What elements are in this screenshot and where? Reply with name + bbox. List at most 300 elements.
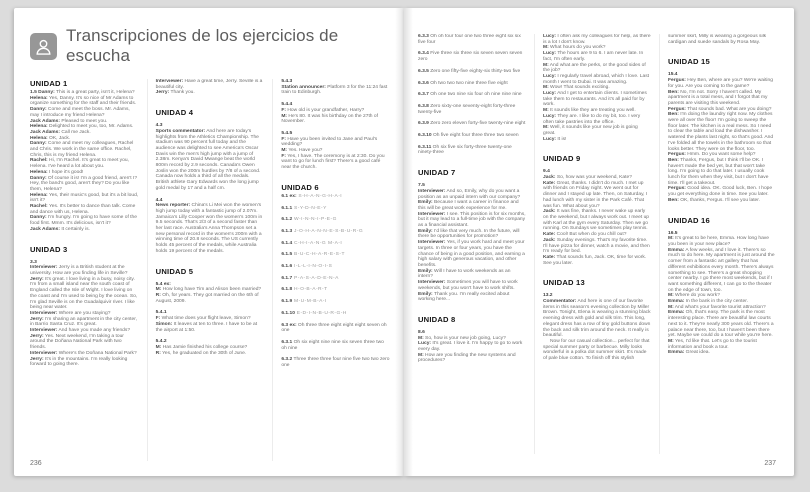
- line-text: It is!: [556, 136, 567, 142]
- right-page-columns: [418, 34, 776, 454]
- speaker-label: Fergus:: [668, 78, 686, 84]
- line-text: And what's your favorite tourist attraction?: [673, 304, 766, 310]
- line-text: That sounds fun, Jack. OK, time for work. See you later.: [543, 254, 647, 266]
- dialogue-line: [418, 104, 526, 115]
- dialogue-line: [30, 334, 139, 351]
- line-text: Come and meet the boss. Mr. Adams, may I introduce my friend Helena?: [30, 107, 130, 118]
- text-column-5: [534, 34, 651, 454]
- line-text: Thank you.: [169, 90, 195, 96]
- speaker-label: Interviewer:: [418, 280, 446, 286]
- line-text: OK, Jack.: [47, 135, 71, 141]
- left-page-columns: [30, 79, 390, 461]
- dialogue-line: [30, 277, 139, 311]
- dialogue-line: [543, 34, 651, 45]
- dialogue-line: [668, 198, 776, 204]
- speaker-label: Fergus:: [668, 186, 686, 192]
- dialogue-line: [156, 90, 265, 96]
- dialogue-line: [281, 241, 390, 247]
- track-number: 8.6: [418, 329, 425, 335]
- speaker-label: Danny:: [30, 215, 47, 221]
- dialogue-line: [156, 129, 265, 192]
- line-text: How old is your grandfather, Harry?: [285, 107, 365, 113]
- line-text: It's great to be here, Emma. How long have you been in your new place?: [668, 236, 769, 247]
- dialogue-line: [418, 200, 526, 211]
- line-text: P-A-S-A-D-E-N-A: [292, 275, 339, 281]
- line-text: Oh five eight four three three two seven: [431, 133, 519, 139]
- speaker-label: Kate:: [543, 180, 556, 186]
- dialogue-line: [543, 125, 651, 136]
- dialogue-line: [543, 114, 651, 125]
- line-text: China's Li Mei won the women's high jump today with a fantastic jump of 2.07m. Jamaica's Lilly Cooper won the women's 100m in 9.5 seconds. That's 2/3 of a second faster than her last race. Australia's Anna Thompson set a new personal record in the women's 200m with a winning time of 20.8 seconds. The US currently holds 45 percent of the medals, while Australia holds 19 percent of the medals.: [155, 203, 263, 254]
- line-text: It's great. I love living in a busy, noisy city. I'm from a small island near the south coast of England called the Isle of Wight. I love living on the coast and I'm used to being by the ocean. So, I'm glad Seville is on the Guadalquivir river. I like being near water.: [30, 276, 138, 311]
- dialogue-line: [281, 299, 390, 305]
- dialogue-line: [156, 351, 265, 357]
- text-column-2: [147, 79, 265, 461]
- speaker-label: 6.1 ex:: [281, 193, 297, 199]
- line-text: That sounds bad. What are you doing?: [685, 106, 772, 112]
- line-text: Oh one two nine six four oh nine nine nine: [428, 92, 522, 98]
- speaker-label: 6.3 ex:: [281, 322, 297, 328]
- speaker-label: R:: [155, 292, 161, 298]
- line-text: It sounds like they are treating you well.: [548, 108, 636, 114]
- speaker-label: Fergus:: [668, 152, 686, 158]
- speaker-label: Interviewer:: [418, 240, 446, 246]
- page-header: [30, 26, 390, 66]
- line-text: What time does your flight leave, Simon?: [160, 316, 251, 322]
- line-text: And what are the perks, or the good sides of the job?: [543, 62, 646, 74]
- line-text: Good idea. OK. Good luck, Ben. I hope you get everything done in time. See you later.: [668, 186, 773, 198]
- dialogue-line: [156, 322, 265, 333]
- dialogue-line: [668, 186, 776, 197]
- unit-heading: UNIDAD 6: [281, 182, 319, 192]
- track-number: 5.4.4: [281, 102, 293, 108]
- line-text: In the bank in the city center.: [684, 299, 748, 305]
- dialogue-line: [543, 255, 651, 266]
- line-text: Hmm. Do you want some help?: [685, 152, 756, 158]
- unit-heading: UNIDAD 7: [418, 168, 456, 178]
- line-text: Because I want a career in finance and this will be great work experience for me.: [418, 200, 519, 211]
- dialogue-line: [30, 317, 139, 328]
- dialogue-line: [668, 112, 776, 152]
- speaker-label: Danny:: [30, 107, 47, 113]
- speaker-label: Rachel:: [30, 204, 48, 210]
- page-title: Transcripciones de los ejercicios de escucha: [66, 26, 339, 65]
- speaker-label: Helena:: [30, 169, 48, 175]
- speaker-label: 6.1.9: [281, 299, 293, 305]
- unit-heading: UNIDAD 16: [668, 215, 710, 225]
- speaker-label: Emily:: [418, 291, 433, 297]
- line-text: Where's the Doñana National Park?: [57, 350, 137, 356]
- track-number: 5.4.5: [281, 130, 293, 136]
- dialogue-line: [281, 217, 390, 223]
- speaker-label: Interviewer:: [30, 265, 58, 271]
- speaker-label: Danny:: [30, 175, 47, 181]
- dialogue-line: [30, 204, 139, 215]
- page-number-right: 237: [764, 460, 776, 467]
- line-text: J-O-H-A-N-N-E-S-B-U-R-G: [292, 228, 364, 234]
- line-text: Oh three three eight eight eight seven oh one: [281, 322, 387, 334]
- speaker-label: F:: [281, 153, 286, 159]
- track-number: 4.3: [155, 123, 163, 129]
- speaker-label: News reporter:: [155, 203, 191, 209]
- speaker-label: 6.1.1: [281, 205, 293, 211]
- dialogue-line: [418, 189, 526, 200]
- dialogue-line: [30, 107, 139, 118]
- line-text: Great idea.: [684, 350, 710, 356]
- speaker-label: M:: [418, 335, 424, 341]
- line-text: How are you finding the new systems and procedures?: [418, 352, 516, 364]
- line-text: OK, thanks, Fergus. I'll see you later.: [678, 197, 760, 203]
- unit-heading: UNIDAD 8: [418, 314, 456, 324]
- speaker-label: Emma:: [668, 310, 685, 316]
- speaker-label: Jack Adams:: [30, 226, 60, 232]
- dialogue-line: [156, 203, 265, 254]
- line-text: C-H-I-A-N-G M-A-I: [292, 240, 343, 246]
- line-text: I regularly travel abroad, which I love. Last month I went to Dubai. It was amazing.: [543, 73, 650, 85]
- page-right: [404, 8, 794, 476]
- line-text: Yes. Have you?: [287, 148, 323, 154]
- text-column-1: [30, 79, 139, 461]
- book-spread: [14, 8, 796, 476]
- speaker-label: M:: [543, 45, 549, 51]
- speaker-label: F:: [281, 107, 286, 113]
- dialogue-line: [281, 137, 390, 148]
- speaker-label: M:: [155, 287, 162, 293]
- line-text: S-Y-D-N-E-Y: [292, 205, 327, 211]
- line-text: Now for our casual collection... perfect for that special summer party or barbecue. Milly looks wonderful in a polka dot summer skirt. It's made of pale blue cotton. To finish off this stylish: [543, 338, 650, 362]
- line-text: The hours are 9 to 6. I am never late. In fact, I'm often early.: [543, 51, 644, 62]
- track-number: 5.4.1: [155, 310, 167, 316]
- speaker-label: Emily:: [418, 200, 433, 206]
- dialogue-line: [668, 310, 776, 339]
- speaker-label: Interviewer:: [30, 310, 58, 316]
- speaker-label: M:: [668, 304, 674, 310]
- dialogue-line: [156, 293, 265, 304]
- speaker-label: Helena:: [30, 135, 48, 141]
- speaker-label: Jack Adams:: [30, 129, 60, 135]
- track-number: 7.5: [418, 183, 425, 189]
- dialogue-line: [30, 215, 139, 226]
- line-text: I'd like that very much. In the future, will there be opportunities for promotion?: [418, 228, 520, 240]
- speaker-label: Jerry:: [155, 90, 170, 96]
- dialogue-line: [30, 265, 139, 276]
- speaker-label: M:: [418, 352, 424, 358]
- speaker-label: M:: [543, 125, 549, 131]
- speaker-label: Interviewer:: [418, 211, 446, 217]
- speaker-label: Jack:: [543, 209, 556, 215]
- track-number: 16.5: [668, 230, 678, 236]
- dialogue-line: [668, 339, 776, 350]
- unit-heading: UNIDAD 4: [155, 108, 194, 118]
- dialogue-line: [418, 81, 526, 87]
- dialogue-line: [281, 154, 390, 171]
- dialogue-line: [418, 269, 526, 280]
- track-number: 5.4.2: [155, 339, 167, 345]
- speaker-label: Danny:: [30, 141, 47, 147]
- line-text: And here are today's highlights from the Athletics Championship. The stadium was 90 percent full today and the audience was delighted to see America's Oscar Davis win the men's high jump with a jump of 2.38m. Kenya's David Mwange beat the world 800m record by 2.9 seconds. Canada's Owen Joslin won the 200m hurdles by 7/8 of a second. Canada now holds a third of all the medals. British athlete Gary Edwards won the long jump gold medal by 17 and a half cm.: [155, 128, 261, 191]
- speaker-label: 6.3.8: [418, 103, 429, 109]
- dialogue-line: [543, 238, 651, 255]
- line-text: H-O-B-A-R-T: [292, 287, 328, 293]
- dialogue-line: [418, 34, 526, 45]
- speaker-label: Rachel:: [30, 158, 48, 164]
- speaker-label: 6.3.2: [281, 357, 293, 363]
- track-number: 13.2: [543, 293, 553, 299]
- dialogue-line: [418, 92, 526, 98]
- line-text: Where do you work?: [673, 293, 720, 299]
- dialogue-line: [543, 91, 651, 108]
- speaker-label: Lucy:: [543, 51, 557, 57]
- dialogue-line: [668, 78, 776, 89]
- line-text: A few weeks, and I love it. There's so much to do here. My apartment is just around the corner from a fantastic art gallery that has different exhibitions every month. There's always something to see. There's a great shopping center nearby. I go there most weekends, but if I want something different, I can go to the theater on the edge of town, too.: [668, 247, 775, 293]
- speaker-label: Ben:: [668, 89, 679, 95]
- dialogue-line: [543, 74, 651, 85]
- line-text: No, I'm not. Sorry I haven't called. My apartment is a total mess, and I forgot that my parents are visiting this weekend.: [668, 89, 768, 106]
- track-number: 3.3: [30, 259, 37, 265]
- dialogue-line: [668, 90, 776, 107]
- speaker-label: R:: [155, 350, 161, 356]
- dialogue-line: [668, 350, 776, 356]
- line-text: What hours do you work?: [548, 45, 606, 51]
- dialogue-line: [30, 141, 139, 158]
- speaker-label: M:: [543, 62, 549, 68]
- track-number: 5.4.3: [281, 79, 293, 84]
- dialogue-line: [156, 79, 265, 90]
- dialogue-line: [30, 176, 139, 193]
- line-text: And have you made any friends?: [57, 328, 131, 334]
- dialogue-line: [668, 248, 776, 294]
- line-text: summer skirt, Milly is wearing a gorgeous silk cardigan and suede sandals by Rosa May.: [668, 34, 767, 45]
- line-text: And I get to entertain clients. I sometimes take them to restaurants. And it's all paid for by work.: [543, 91, 647, 108]
- speaker-label: M:: [281, 113, 288, 119]
- line-text: Oh, that's easy. The park is the most interesting place. There are beautiful law courts next to it. They're nearly 300 years old. There's a palace near there, too, but I haven't been there yet. Maybe we could do a tour while you're here.: [668, 310, 774, 339]
- dialogue-line: [543, 181, 651, 210]
- speaker-label: Jerry:: [30, 333, 44, 339]
- dialogue-line: [281, 85, 390, 96]
- line-text: Yes. It's better to dance than talk. Come and dance with us, Helena.: [30, 204, 136, 215]
- speaker-label: 6.1.3: [281, 228, 293, 234]
- line-text: Wow! That sounds exciting.: [548, 85, 610, 91]
- speaker-label: 6.1.4: [281, 240, 293, 246]
- line-text: Zero sixty-one seventy-eight forty-three twenty-five: [418, 103, 516, 115]
- line-text: Have you been invited to Jane and Paul's wedding?: [281, 136, 378, 148]
- dialogue-line: [668, 236, 776, 247]
- line-text: Have a great time, Jerry. Seville is a beautiful city.: [155, 79, 263, 90]
- speaker-label: Emma:: [668, 350, 685, 356]
- speaker-label: Lucy:: [543, 136, 557, 142]
- speaker-label: 6.1.5: [281, 252, 293, 258]
- unit-heading: UNIDAD 5: [155, 266, 194, 276]
- speaker-label: Jerry:: [30, 276, 44, 282]
- speaker-label: M:: [668, 338, 674, 344]
- line-text: He's 80. It was his birthday on the 27th of November.: [281, 113, 378, 125]
- speaker-label: 1.5 Danny:: [30, 90, 55, 95]
- line-text: Sunday evenings. That's my favorite time. I'll have pizza for dinner, watch a movie, and then I'm ready for bed.: [543, 237, 650, 255]
- speaker-label: Interviewer:: [418, 188, 446, 194]
- unit-heading: UNIDAD 3: [30, 244, 68, 254]
- speaker-label: Interviewer:: [155, 79, 184, 84]
- speaker-label: Ben:: [668, 197, 679, 203]
- line-text: Yes, I'd like that. Let's go to the tourist information and book a tour.: [668, 338, 757, 350]
- speaker-label: Station announcer:: [281, 84, 326, 90]
- dialogue-line: [418, 212, 526, 229]
- speaker-label: 6.1.10: [281, 310, 295, 316]
- speaker-label: Jerry:: [30, 356, 44, 362]
- speaker-label: Commentator:: [543, 299, 577, 305]
- line-text: Yes, if you work hard and meet your targets. In three or four years, you have the chance of being in a good position, and earning a high salary with generous vacation, and other benefits.: [418, 240, 525, 268]
- dialogue-line: [281, 264, 390, 270]
- line-text: Delighted to meet you, too, Mr. Adams.: [47, 124, 134, 130]
- page-number-left: 236: [30, 460, 42, 467]
- speaker-label: Emma:: [668, 247, 685, 253]
- dialogue-line: [281, 252, 390, 258]
- dialogue-line: [281, 206, 390, 212]
- dialogue-line: [543, 209, 651, 232]
- paragraph: [668, 34, 776, 45]
- line-text: How long have Tim and Alison been married?: [161, 287, 262, 293]
- line-text: Call me Jack.: [60, 129, 91, 135]
- line-text: Thanks, Fergus, but I think I'll be OK. I haven't made the bed yet, but that won't take long. I'm going to do that later. I usually cook lunch for them when they visit, but I don't have time. I'll get a takeout.: [668, 157, 769, 186]
- speaker-label: 6.1.8: [281, 287, 293, 293]
- dialogue-line: [543, 299, 651, 339]
- line-text: So, how is your new job going, Lucy?: [423, 335, 506, 341]
- unit-heading: UNIDAD 15: [668, 57, 710, 67]
- dialogue-line: [30, 96, 139, 107]
- line-text: Oh two two two nine three five eight: [428, 80, 508, 86]
- speaker-label: Interviewer:: [30, 350, 58, 356]
- speaker-label: Helena:: [30, 95, 48, 101]
- dialogue-line: [30, 227, 139, 233]
- line-text: M-U-M-B-A-I: [292, 299, 327, 305]
- line-text: Well, it sounds like your new job is going great.: [543, 125, 638, 136]
- dialogue-line: [281, 194, 390, 200]
- line-text: Oh six eight nine nine six seven three two oh nine: [281, 339, 384, 351]
- track-number: 5.4 ex:: [155, 281, 171, 287]
- line-text: I'm hungry. I'm going to have some of the food first. Mmm. It's delicious, isn't it?: [30, 215, 137, 227]
- dialogue-line: [418, 353, 526, 364]
- dialogue-line: [418, 229, 526, 240]
- dialogue-line: [418, 280, 526, 291]
- dialogue-line: [418, 121, 526, 127]
- line-text: Has Jamie finished his college course?: [161, 344, 248, 350]
- line-text: Jerry is a British student at the university. How are you finding life in Seville?: [30, 265, 128, 276]
- speaker-label: M:: [543, 85, 549, 91]
- dialogue-line: [281, 357, 390, 368]
- line-text: They are. I like to do my bit, too. I very often take pastries into the office.: [543, 113, 641, 125]
- line-text: I hope it's good!: [47, 169, 84, 175]
- line-text: Zero zero eleven forty-five twenty-nine eight: [428, 121, 526, 127]
- line-text: Of course it is! I'm a good friend, aren't I? Hey, the band's good, aren't they? Do you like them, Helena?: [30, 175, 138, 192]
- line-text: Yes, their music's good, but it's a bit loud, isn't it?: [30, 192, 139, 204]
- paragraph: [543, 339, 651, 362]
- speaker-label: Lucy:: [543, 91, 557, 97]
- line-text: Three three three four nine five two two zero one: [281, 357, 390, 369]
- track-number: 9.4: [543, 169, 550, 175]
- speaker-label: M:: [155, 344, 162, 350]
- dialogue-line: [543, 137, 651, 143]
- line-text: Five three six three six seven seven seven zero: [418, 51, 523, 63]
- dialogue-line: [418, 51, 526, 62]
- speaker-label: 6.3.7: [418, 92, 429, 98]
- speaker-label: M:: [668, 293, 674, 299]
- line-text: It leaves at ten to three. I have to be at the airport at 1:50.: [155, 321, 258, 333]
- unit-heading: UNIDAD 13: [543, 278, 585, 288]
- text-column-4: [418, 34, 526, 454]
- line-text: S-H-A-N-G-H-A-I: [296, 193, 343, 199]
- speaker-label: Jerry:: [30, 316, 44, 322]
- line-text: And so, Emily, why do you want a position as an unpaid intern with our company?: [418, 188, 521, 200]
- speaker-label: M:: [668, 236, 674, 242]
- line-text: Thank you. I'm really excited about working here...: [418, 291, 510, 303]
- dialogue-line: [30, 158, 139, 169]
- dialogue-line: [418, 133, 526, 139]
- track-number: 15.4: [668, 72, 678, 78]
- dialogue-line: [418, 240, 526, 269]
- page-left: [14, 8, 404, 476]
- line-text: I see. This position is for six months, but it may lead to a full-time job with the company as a financial assistant.: [418, 211, 526, 229]
- line-text: Oh oh four four one two three eight six six five four: [418, 34, 521, 45]
- line-text: Oh six five six forty-three twenty-one ninety-three: [418, 144, 512, 156]
- dialogue-line: [281, 340, 390, 351]
- speaker-label: F:: [155, 316, 161, 322]
- speaker-label: 6.3.10: [418, 133, 432, 139]
- speaker-label: Helena:: [30, 192, 48, 198]
- speaker-label: Jack:: [543, 237, 556, 243]
- line-text: It certainly is.: [60, 226, 90, 232]
- line-text: It's in the mountains. I'm really looking forward to going there.: [30, 356, 128, 368]
- speaker-label: 6.3.3: [418, 34, 429, 39]
- speaker-label: 6.3.1: [281, 339, 293, 345]
- line-text: Yes, Danny. It's so nice of Mr Adams to organize something for the staff and their friends.: [30, 95, 137, 107]
- unit-heading: UNIDAD 1: [30, 79, 68, 88]
- dialogue-line: [281, 323, 390, 334]
- line-text: Yes, he graduated on the 30th of June.: [160, 350, 247, 356]
- speaker-label: M:: [281, 148, 288, 154]
- speaker-label: Kate:: [543, 254, 556, 260]
- speaker-label: Emily:: [418, 268, 433, 274]
- line-text: This is a great party, isn't it, Helena?: [54, 90, 135, 95]
- speaker-label: 6.1.2: [281, 217, 293, 223]
- speaker-label: 6.3.9: [418, 121, 429, 127]
- speaker-label: Ben:: [668, 157, 679, 163]
- line-text: Yes. Next weekend, I'm taking a tour around the Doñana National Park with two friends.: [30, 333, 124, 351]
- line-text: So, how was your weekend, Kate?: [555, 175, 632, 181]
- dialogue-line: [543, 63, 651, 74]
- unit-heading: UNIDAD 9: [543, 154, 581, 164]
- speaker-label: Lucy:: [418, 341, 432, 347]
- line-text: I-L-L-I-N-O-I-S: [292, 264, 333, 270]
- line-text: W-I-N-N-I-P-E-G: [292, 217, 337, 223]
- dialogue-line: [543, 51, 651, 62]
- line-text: I'm sharing an apartment in the city center, in Barrio Santa Cruz. It's great.: [30, 316, 137, 328]
- speaker-label: Emma:: [668, 299, 685, 305]
- line-text: Hi, I'm Rachel. It's great to meet you, Helena. I've heard a lot about you.: [30, 158, 129, 170]
- speaker-label: 6.3.5: [418, 68, 429, 74]
- line-text: Come and meet my colleagues, Rachel and Chris. We work in the same office. Rachel, Chris, this is my friend Helena.: [30, 141, 134, 158]
- dialogue-line: [418, 69, 526, 75]
- speaker-label: Ben:: [668, 112, 679, 118]
- speaker-label: Jack:: [543, 175, 556, 181]
- text-column-6: [659, 34, 776, 454]
- speaker-label: Lucy:: [543, 73, 557, 79]
- speaker-label: Simon:: [155, 321, 173, 327]
- line-text: B-U-C-H-A-R-E-S-T: [292, 252, 345, 258]
- line-text: Platform 3 for the 11:24 fast train to Edinburgh.: [281, 84, 388, 96]
- speaker-label: 6.1.7: [281, 275, 293, 281]
- person-icon: [30, 33, 57, 60]
- speaker-label: 6.3.11: [418, 144, 432, 150]
- speaker-label: Sports commentator:: [155, 128, 206, 134]
